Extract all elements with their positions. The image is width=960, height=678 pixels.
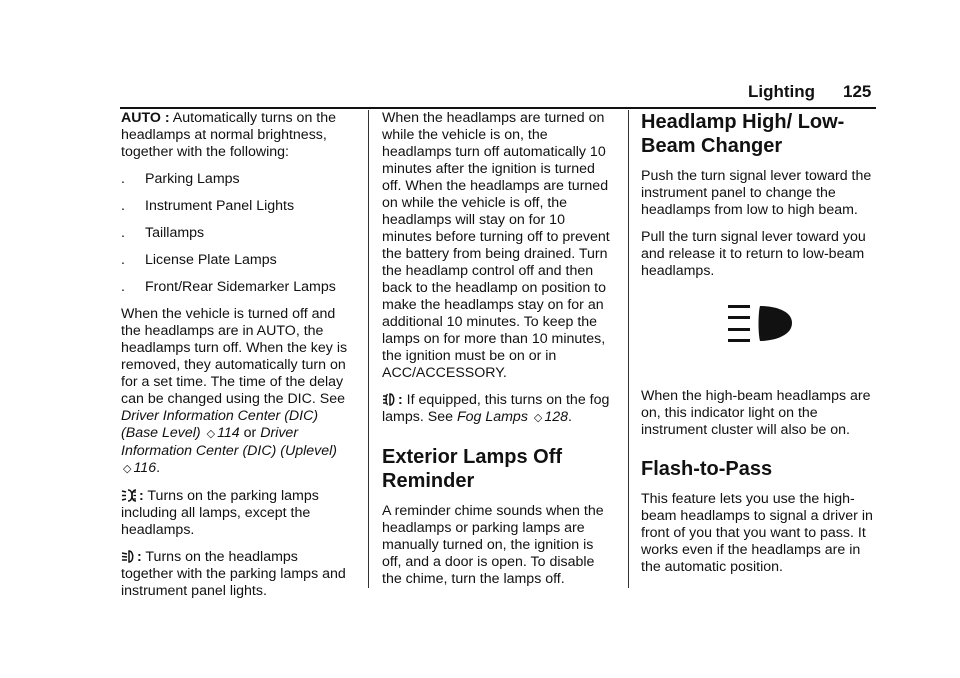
fog-lamp-icon <box>382 393 396 406</box>
section-heading: Headlamp High/ Low-Beam Changer <box>641 111 845 157</box>
list-item: . Taillamps <box>121 225 205 241</box>
xref-dic-uplevel[interactable]: Driver Information Center (DIC) (Uplevel) <box>121 425 338 459</box>
column-middle <box>382 110 614 598</box>
auto-off-paragraph: When the headlamps are turned on while the vehicle is on, the headlamps turn off automatically 10 minutes after the ignition is turned off. When the headlamps are turned on while the vehicle is off, the headlamps will stay on for 10 minutes before turning off to prevent the battery from being drained. Turn the headlamp control off and then back to the headlamp on position to make the headlamps stay on for an additional 10 minutes. To keep the lamps on for more than 10 minutes, the ignition must be on or in ACC/ACCESSORY. <box>382 110 610 381</box>
auto-paragraph <box>121 110 353 161</box>
auto-term: AUTO : <box>121 110 170 126</box>
column-divider <box>628 110 629 588</box>
list-item: . Front/Rear Sidemarker Lamps <box>121 279 336 295</box>
section-heading: Flash-to-Pass <box>641 458 773 480</box>
list-item: . Instrument Panel Lights <box>121 198 295 214</box>
xref-fog-lamps[interactable]: Fog Lamps <box>456 409 528 425</box>
high-beam-push-paragraph: Push the turn signal lever toward the instrument panel to change the headlamps from low to high beam. <box>641 168 872 218</box>
flash-to-pass-paragraph: This feature lets you use the high-beam headlamps to signal a driver in front of you that you want to pass. It works even if the headlamps are in the automatic position. <box>641 491 873 575</box>
xref-arrow-icon: ◇ <box>206 428 216 440</box>
section-title: Lighting <box>748 82 816 101</box>
reminder-paragraph: A reminder chime sounds when the headlamps or parking lamps are manually turned on, the ignition is off, and a door is open. To disable the chime, turn the lamps off. <box>382 503 604 587</box>
column-right <box>641 110 881 586</box>
auto-delay-paragraph: When the vehicle is turned off and the headlamps are in AUTO, the headlamps turn off. When the key is removed, they automatically turn on for a set time. The time of the delay can be changed using the DIC. See Driver Information Center (DIC) (Base Level) ◇ 114 or Driver Information Center (DIC) (Uplevel) ◇ 116. <box>121 306 348 476</box>
header-rule <box>120 107 876 109</box>
headlamp-icon <box>121 550 135 563</box>
xref-page[interactable]: 116 <box>133 460 157 476</box>
xref-page[interactable]: 114 <box>217 425 240 441</box>
low-beam-pull-paragraph: Pull the turn signal lever toward you and release it to return to low-beam headlamps. <box>641 229 866 279</box>
auto-text: Automatically turns on the headlamps at normal brightness, together with the following: <box>121 110 337 160</box>
column-left <box>121 110 353 610</box>
list-item: . License Plate Lamps <box>121 252 277 268</box>
headlamp-paragraph: : Turns on the headlamps together with the parking lamps and instrument panel lights. <box>121 549 346 599</box>
xref-arrow-icon: ◇ <box>123 463 132 475</box>
fog-lamp-paragraph: : If equipped, this turns on the fog lamps. See Fog Lamps ◇ 128. <box>382 392 610 425</box>
parking-lamp-icon <box>121 489 137 502</box>
xref-arrow-icon: ◇ <box>533 412 543 424</box>
list-item: . Parking Lamps <box>121 171 240 187</box>
page-header <box>0 80 960 110</box>
column-divider <box>368 110 369 588</box>
section-heading: Exterior Lamps Off Reminder <box>382 446 563 492</box>
page-number: 125 <box>843 82 872 101</box>
xref-page[interactable]: 128 <box>544 409 569 425</box>
indicator-paragraph: When the high-beam headlamps are on, this indicator light on the instrument cluster will also be on. <box>641 388 871 438</box>
parking-lamp-paragraph: : Turns on the parking lamps including all lamps, except the headlamps. <box>121 488 319 538</box>
high-beam-indicator-icon <box>728 304 794 344</box>
xref-dic-base[interactable]: Driver Information Center (DIC) (Base Level) <box>121 408 319 441</box>
